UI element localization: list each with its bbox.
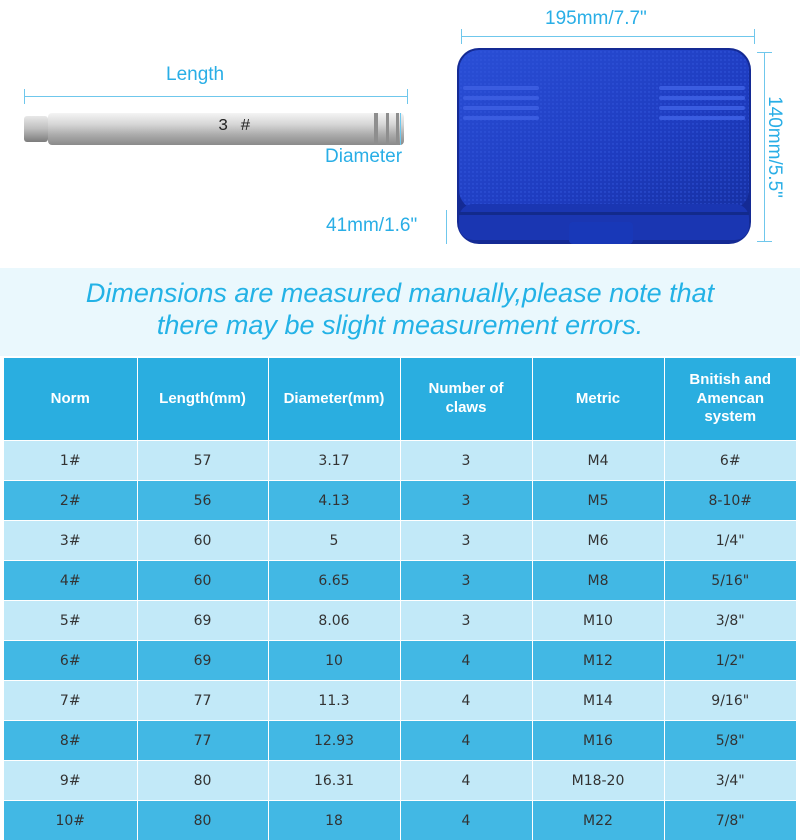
header-metric: Metric [532,358,664,441]
table-row [4,441,796,481]
cell-norm: 7# [4,681,137,721]
cell-norm: 8# [4,721,137,761]
cell-british: 3/8" [664,601,796,641]
cell-british: 9/16" [664,681,796,721]
cell-diameter: 16.31 [268,761,400,801]
case-width-line [461,36,755,37]
cell-diameter: 3.17 [268,441,400,481]
case-depth-label: 41mm/1.6" [326,215,417,237]
length-tick-right [407,89,408,104]
cell-metric: M14 [532,681,664,721]
table-row [4,481,796,521]
note-line-1: Dimensions are measured manually,please note that [0,278,800,309]
cell-length: 56 [137,481,268,521]
cell-length: 69 [137,601,268,641]
cell-claws: 3 [400,521,532,561]
cell-norm: 10# [4,801,137,840]
header-claws-line2: claws [446,399,487,416]
header-british-line3: system [704,408,756,425]
extractor-tool-image [22,111,406,147]
table-row [4,801,796,840]
cell-length: 60 [137,521,268,561]
size-table [4,358,796,840]
cell-claws: 3 [400,481,532,521]
case-height-label: 140mm/5.5" [763,73,785,221]
case-height-tick-bottom [757,241,772,242]
cell-metric: M8 [532,561,664,601]
cell-metric: M5 [532,481,664,521]
cell-norm: 3# [4,521,137,561]
note-line-2: there may be slight measurement errors. [0,310,800,341]
cell-british: 5/16" [664,561,796,601]
header-british-line1: Bnitish and [689,371,771,388]
measurement-note-banner [0,268,800,356]
cell-british: 1/4" [664,521,796,561]
case-height-tick-top [757,52,772,53]
length-label: Length [166,64,224,86]
header-diameter: Diameter(mm) [268,358,400,441]
cell-metric: M4 [532,441,664,481]
cell-metric: M22 [532,801,664,840]
cell-british: 7/8" [664,801,796,840]
cell-length: 69 [137,641,268,681]
cell-diameter: 4.13 [268,481,400,521]
cell-length: 80 [137,801,268,840]
table-row [4,521,796,561]
header-length: Length(mm) [137,358,268,441]
cell-diameter: 5 [268,521,400,561]
cell-norm: 5# [4,601,137,641]
cell-metric: M18-20 [532,761,664,801]
table-row [4,721,796,761]
diameter-label: Diameter [325,146,402,168]
storage-case-image [455,46,753,248]
length-dimension-line [24,96,408,97]
diameter-dimension-line [400,113,401,145]
cell-claws: 3 [400,441,532,481]
cell-length: 80 [137,761,268,801]
cell-metric: M6 [532,521,664,561]
cell-length: 57 [137,441,268,481]
header-norm: Norm [4,358,137,441]
cell-diameter: 8.06 [268,601,400,641]
cell-british: 6# [664,441,796,481]
cell-norm: 2# [4,481,137,521]
cell-claws: 4 [400,721,532,761]
table-row [4,561,796,601]
cell-norm: 4# [4,561,137,601]
cell-diameter: 10 [268,641,400,681]
header-british-american [664,358,796,441]
table-row [4,641,796,681]
tool-size-marking: 3 # [218,117,252,136]
cell-british: 5/8" [664,721,796,761]
length-tick-left [24,89,25,104]
cell-diameter: 6.65 [268,561,400,601]
table-row [4,761,796,801]
cell-length: 77 [137,721,268,761]
cell-metric: M16 [532,721,664,761]
cell-norm: 9# [4,761,137,801]
cell-diameter: 12.93 [268,721,400,761]
cell-claws: 3 [400,561,532,601]
table-row [4,601,796,641]
header-claws [400,358,532,441]
cell-claws: 4 [400,681,532,721]
header-british-line2: Amencan [696,390,764,407]
product-image-area [0,0,800,268]
case-width-tick-right [754,29,755,44]
cell-metric: M10 [532,601,664,641]
header-claws-line1: Number of [429,380,504,397]
table-row [4,681,796,721]
case-width-label: 195mm/7.7" [545,8,647,30]
cell-british: 1/2" [664,641,796,681]
cell-claws: 4 [400,761,532,801]
case-width-tick-left [461,29,462,44]
cell-claws: 4 [400,641,532,681]
cell-norm: 6# [4,641,137,681]
cell-british: 3/4" [664,761,796,801]
cell-length: 77 [137,681,268,721]
cell-claws: 4 [400,801,532,840]
cell-diameter: 11.3 [268,681,400,721]
cell-length: 60 [137,561,268,601]
cell-norm: 1# [4,441,137,481]
cell-british: 8-10# [664,481,796,521]
cell-metric: M12 [532,641,664,681]
cell-claws: 3 [400,601,532,641]
cell-diameter: 18 [268,801,400,840]
table-header-row [4,358,796,441]
case-depth-line [446,210,447,244]
